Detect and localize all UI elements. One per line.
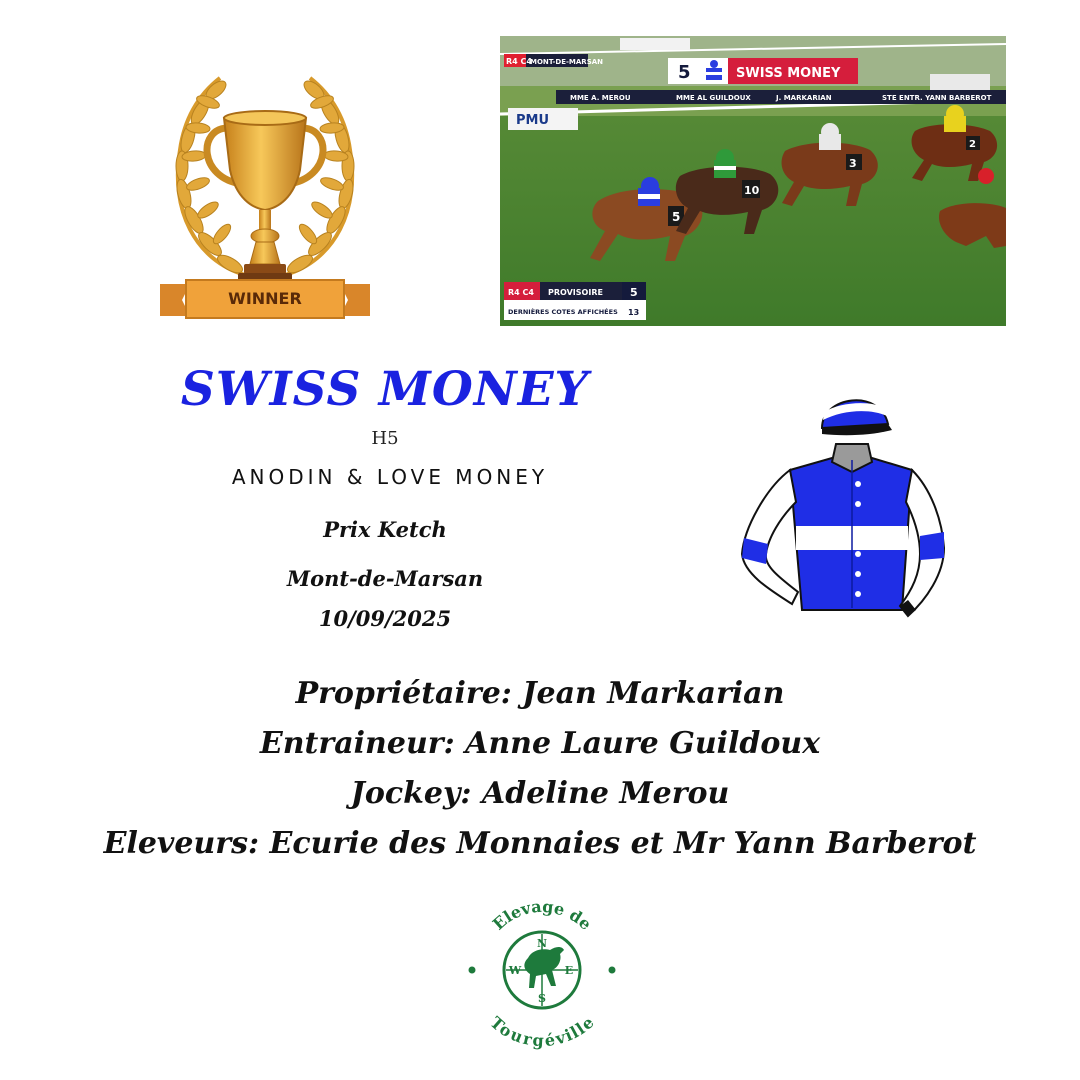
- elevage-logo: [462, 890, 622, 1050]
- sponsor-logo: PMU: [516, 113, 550, 128]
- connection-jockey: MME A. MEROU: [570, 94, 631, 102]
- saddlecloth-3: 3: [849, 157, 857, 170]
- leader-name: SWISS MONEY: [736, 66, 841, 81]
- owner-line: Propriétaire: Jean Markarian: [295, 676, 785, 711]
- saddlecloth-10: 10: [744, 184, 760, 197]
- race-date: 10/09/2025: [318, 606, 452, 631]
- race-code-label: R4 C4: [506, 57, 532, 66]
- svg-text:Tourgéville: [486, 1013, 597, 1050]
- winner-trophy-graphic: [150, 60, 380, 330]
- svg-text:Elevage de: [489, 897, 595, 934]
- racing-silks-graphic: [730, 378, 945, 623]
- saddlecloth-2: 2: [969, 139, 976, 150]
- leader-number: 5: [678, 62, 691, 83]
- race-finish-photo: [500, 36, 1006, 326]
- status-race-code: R4 C4: [508, 288, 534, 297]
- connection-owner: J. MARKARIAN: [776, 94, 832, 102]
- connection-breeder: STE ENTR. YANN BARBEROT: [882, 94, 992, 102]
- jockey-silks-icon: [730, 378, 945, 623]
- compass-south: S: [538, 992, 546, 1005]
- saddlecloth-5: 5: [672, 210, 681, 224]
- odds-value: 13: [628, 308, 640, 317]
- horse-pedigree: ANODIN & LOVE MONEY: [231, 465, 549, 489]
- race-venue: Mont-de-Marsan: [286, 566, 484, 591]
- compass-north: N: [536, 937, 548, 950]
- compass-east: E: [564, 964, 574, 977]
- compass-horse-icon: [462, 890, 622, 1050]
- race-name: Prix Ketch: [323, 517, 447, 542]
- trainer-line: Entraineur: Anne Laure Guildoux: [259, 726, 821, 761]
- jockey-line: Jockey: Adeline Merou: [350, 776, 730, 811]
- winner-banner-text: WINNER: [228, 289, 302, 308]
- logo-top-text: Elevage de: [488, 896, 596, 934]
- venue-label: MONT-DE-MARSAN: [530, 58, 604, 66]
- odds-label: DERNIÈRES COTES AFFICHÉES: [508, 308, 618, 316]
- status-number: 5: [630, 286, 638, 299]
- breeders-line: Eleveurs: Ecurie des Monnaies et Mr Yann Barberot: [103, 826, 977, 861]
- status-label: PROVISOIRE: [548, 288, 603, 297]
- logo-bottom-text: Tourgéville: [486, 1012, 598, 1050]
- horse-age: H5: [371, 428, 399, 449]
- horse-name-title: SWISS MONEY: [180, 362, 590, 417]
- compass-west: W: [508, 964, 522, 977]
- connection-trainer: MME AL GUILDOUX: [676, 94, 751, 102]
